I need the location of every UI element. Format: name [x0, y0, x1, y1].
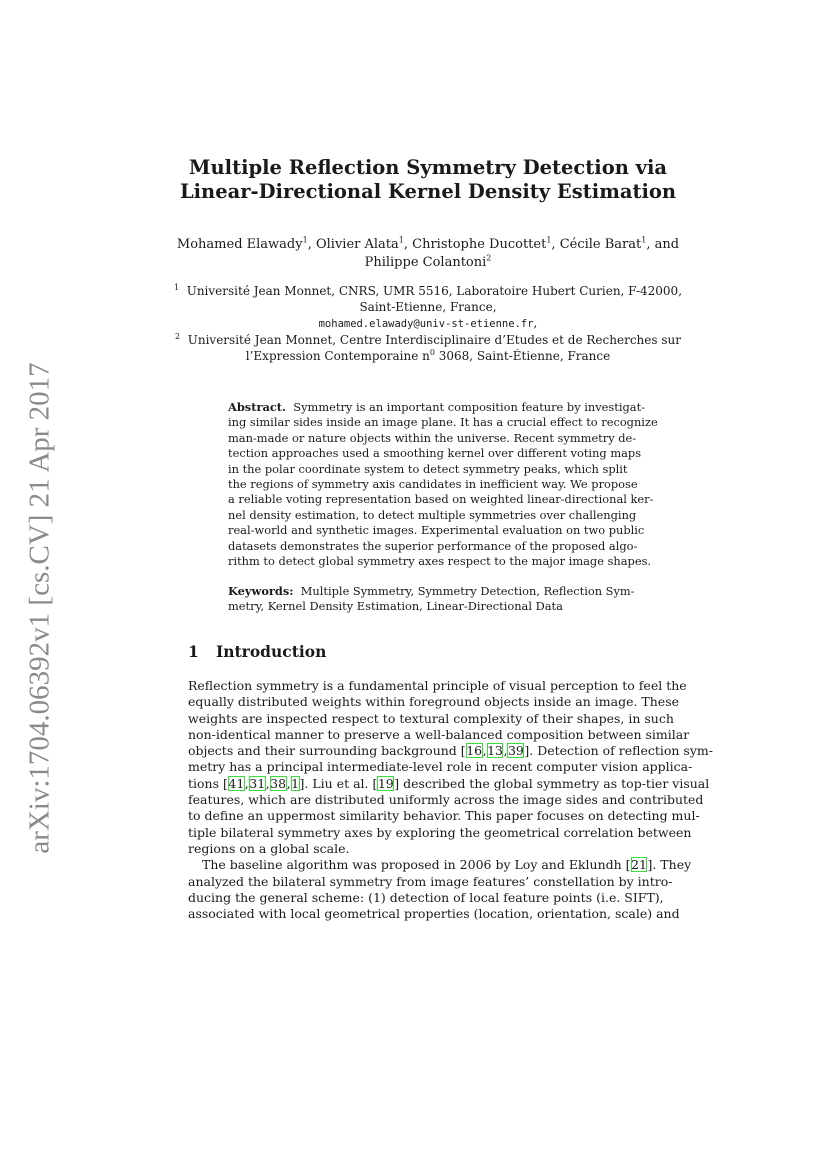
arxiv-identifier: arXiv:1704.06392v1 [cs.CV] 21 Apr 2017	[23, 361, 56, 854]
citation-link[interactable]: 39	[507, 743, 524, 759]
paper-title	[160, 156, 696, 204]
body-line: The baseline algorithm was proposed in 2006 by Loy and Eklundh [21]. They	[202, 857, 692, 873]
abstract-line: Symmetry is an important composition feature by investigat-	[293, 400, 645, 414]
abstract-line: tection approaches used a smoothing kernel over different voting maps	[228, 446, 642, 461]
abstract-line: in the polar coordinate system to detect symmetry peaks, which split	[228, 461, 628, 476]
citation-link[interactable]: 13	[487, 743, 503, 759]
author-email[interactable]: mohamed.elawady@univ-st-etienne.fr	[318, 318, 534, 330]
title-line-1: Multiple Reflection Symmetry Detection via	[188, 156, 668, 179]
abstract-label: Abstract.	[228, 400, 287, 414]
abstract-line: a reliable voting representation based on weighted linear-directional ker-	[228, 492, 654, 507]
citation-link[interactable]: 31	[249, 775, 266, 791]
keywords: Keywords: Multiple Symmetry, Symmetry Detection, Reflection Sym- metry, Kernel Density Estimation, Linear-Directional Data	[228, 584, 635, 614]
body-line: tions [41,31,38,1]. Liu et al. [19] described the global symmetry as top-tier visual	[188, 775, 710, 791]
body-line: to define an uppermost similarity behavior. This paper focuses on detecting mul-	[188, 808, 700, 824]
citation-link[interactable]: 38	[270, 775, 287, 791]
citation-link[interactable]: 21	[631, 857, 647, 873]
abstract-line: the regions of symmetry axis candidates in inefficient way. We propose	[228, 477, 638, 492]
abstract-line: datasets demonstrates the superior performance of the proposed algo-	[228, 538, 638, 553]
body-line: Reflection symmetry is a fundamental principle of visual perception to feel the	[188, 678, 687, 693]
abstract-line: man-made or nature objects within the universe. Recent symmetry de-	[228, 430, 637, 445]
body-line: tiple bilateral symmetry axes by exploring the geometrical correlation between	[188, 824, 692, 840]
abstract-line: nel density estimation, to detect multiple symmetries over challenging	[228, 507, 637, 522]
affiliation-2: Université Jean Monnet, Centre Interdisciplinaire d’Etudes et de Recherches sur	[187, 333, 681, 347]
citation-link[interactable]: 41	[228, 775, 245, 791]
author-5: Philippe Colantoni	[364, 255, 487, 270]
body-line: equally distributed weights within foreground objects inside an image. These	[188, 694, 680, 710]
body-line: objects and their surrounding background [16,13,39]. Detection of reflection sym-	[188, 743, 713, 759]
abstract-line: real-world and synthetic images. Experimental evaluation on two public	[228, 523, 645, 538]
section-title: Introduction	[216, 642, 327, 661]
section-number: 1	[188, 642, 199, 661]
body-line: associated with local geometrical properties (location, orientation, scale) and	[188, 906, 680, 922]
affiliation-1-city: Saint-Etienne, France,	[359, 300, 497, 314]
author-2: Olivier Alata	[315, 237, 399, 252]
affiliations: $^1$ Université Jean Monnet, CNRS, UMR 5516, Laboratoire Hubert Curien, F-42000, Saint-Etienne, France, mohamed.elawady@univ-st-etienne.fr, $^2$ Université Jean Monnet, Centre Interdisciplinaire d’Etudes et de Recherches sur l’Expression Contemporaine $n^0$ 3068, Saint-Étienne, France	[173, 283, 683, 363]
author-list: Mohamed Elawady$^1$, Olivier Alata$^1$, Christophe Ducottet$^1$, Cécile Barat$^1$, and Philippe Colantoni$^2$	[176, 235, 680, 270]
citation-link[interactable]: 1	[291, 775, 300, 791]
abstract-line: ing similar sides inside an image plane. It has a crucial effect to recognize	[228, 415, 658, 430]
keywords-label: Keywords:	[228, 584, 294, 598]
body-line: ducing the general scheme: (1) detection of local feature points (i.e. SIFT),	[188, 889, 664, 905]
body-line: non-identical manner to preserve a well-balanced composition between similar	[188, 726, 690, 742]
section-heading	[188, 642, 326, 661]
citation-link[interactable]: 19	[377, 775, 394, 791]
abstract-line: rithm to detect global symmetry axes respect to the major image shapes.	[228, 554, 652, 569]
body-line: weights are inspected respect to textural complexity of their shapes, in such	[188, 710, 674, 726]
author-3: Christophe Ducottet	[412, 237, 547, 252]
title-line-2: Linear-Directional Kernel Density Estimation	[179, 180, 677, 203]
body-text	[188, 678, 713, 922]
abstract	[228, 400, 658, 569]
author-4: Cécile Barat	[559, 237, 642, 252]
author-1: Mohamed Elawady	[176, 237, 303, 252]
body-line: regions on a global scale.	[188, 840, 350, 856]
citation-link[interactable]: 16	[466, 743, 483, 759]
affiliation-1: Université Jean Monnet, CNRS, UMR 5516, Laboratoire Hubert Curien, F-42000,	[186, 284, 683, 298]
body-line: metry has a principal intermediate-level role in recent computer vision applica-	[188, 759, 693, 775]
arxiv-sidebar	[18, 360, 62, 855]
body-line: features, which are distributed uniformly across the image sides and contributed	[188, 792, 704, 808]
body-line: analyzed the bilateral symmetry from image features’ constellation by intro-	[188, 873, 673, 889]
